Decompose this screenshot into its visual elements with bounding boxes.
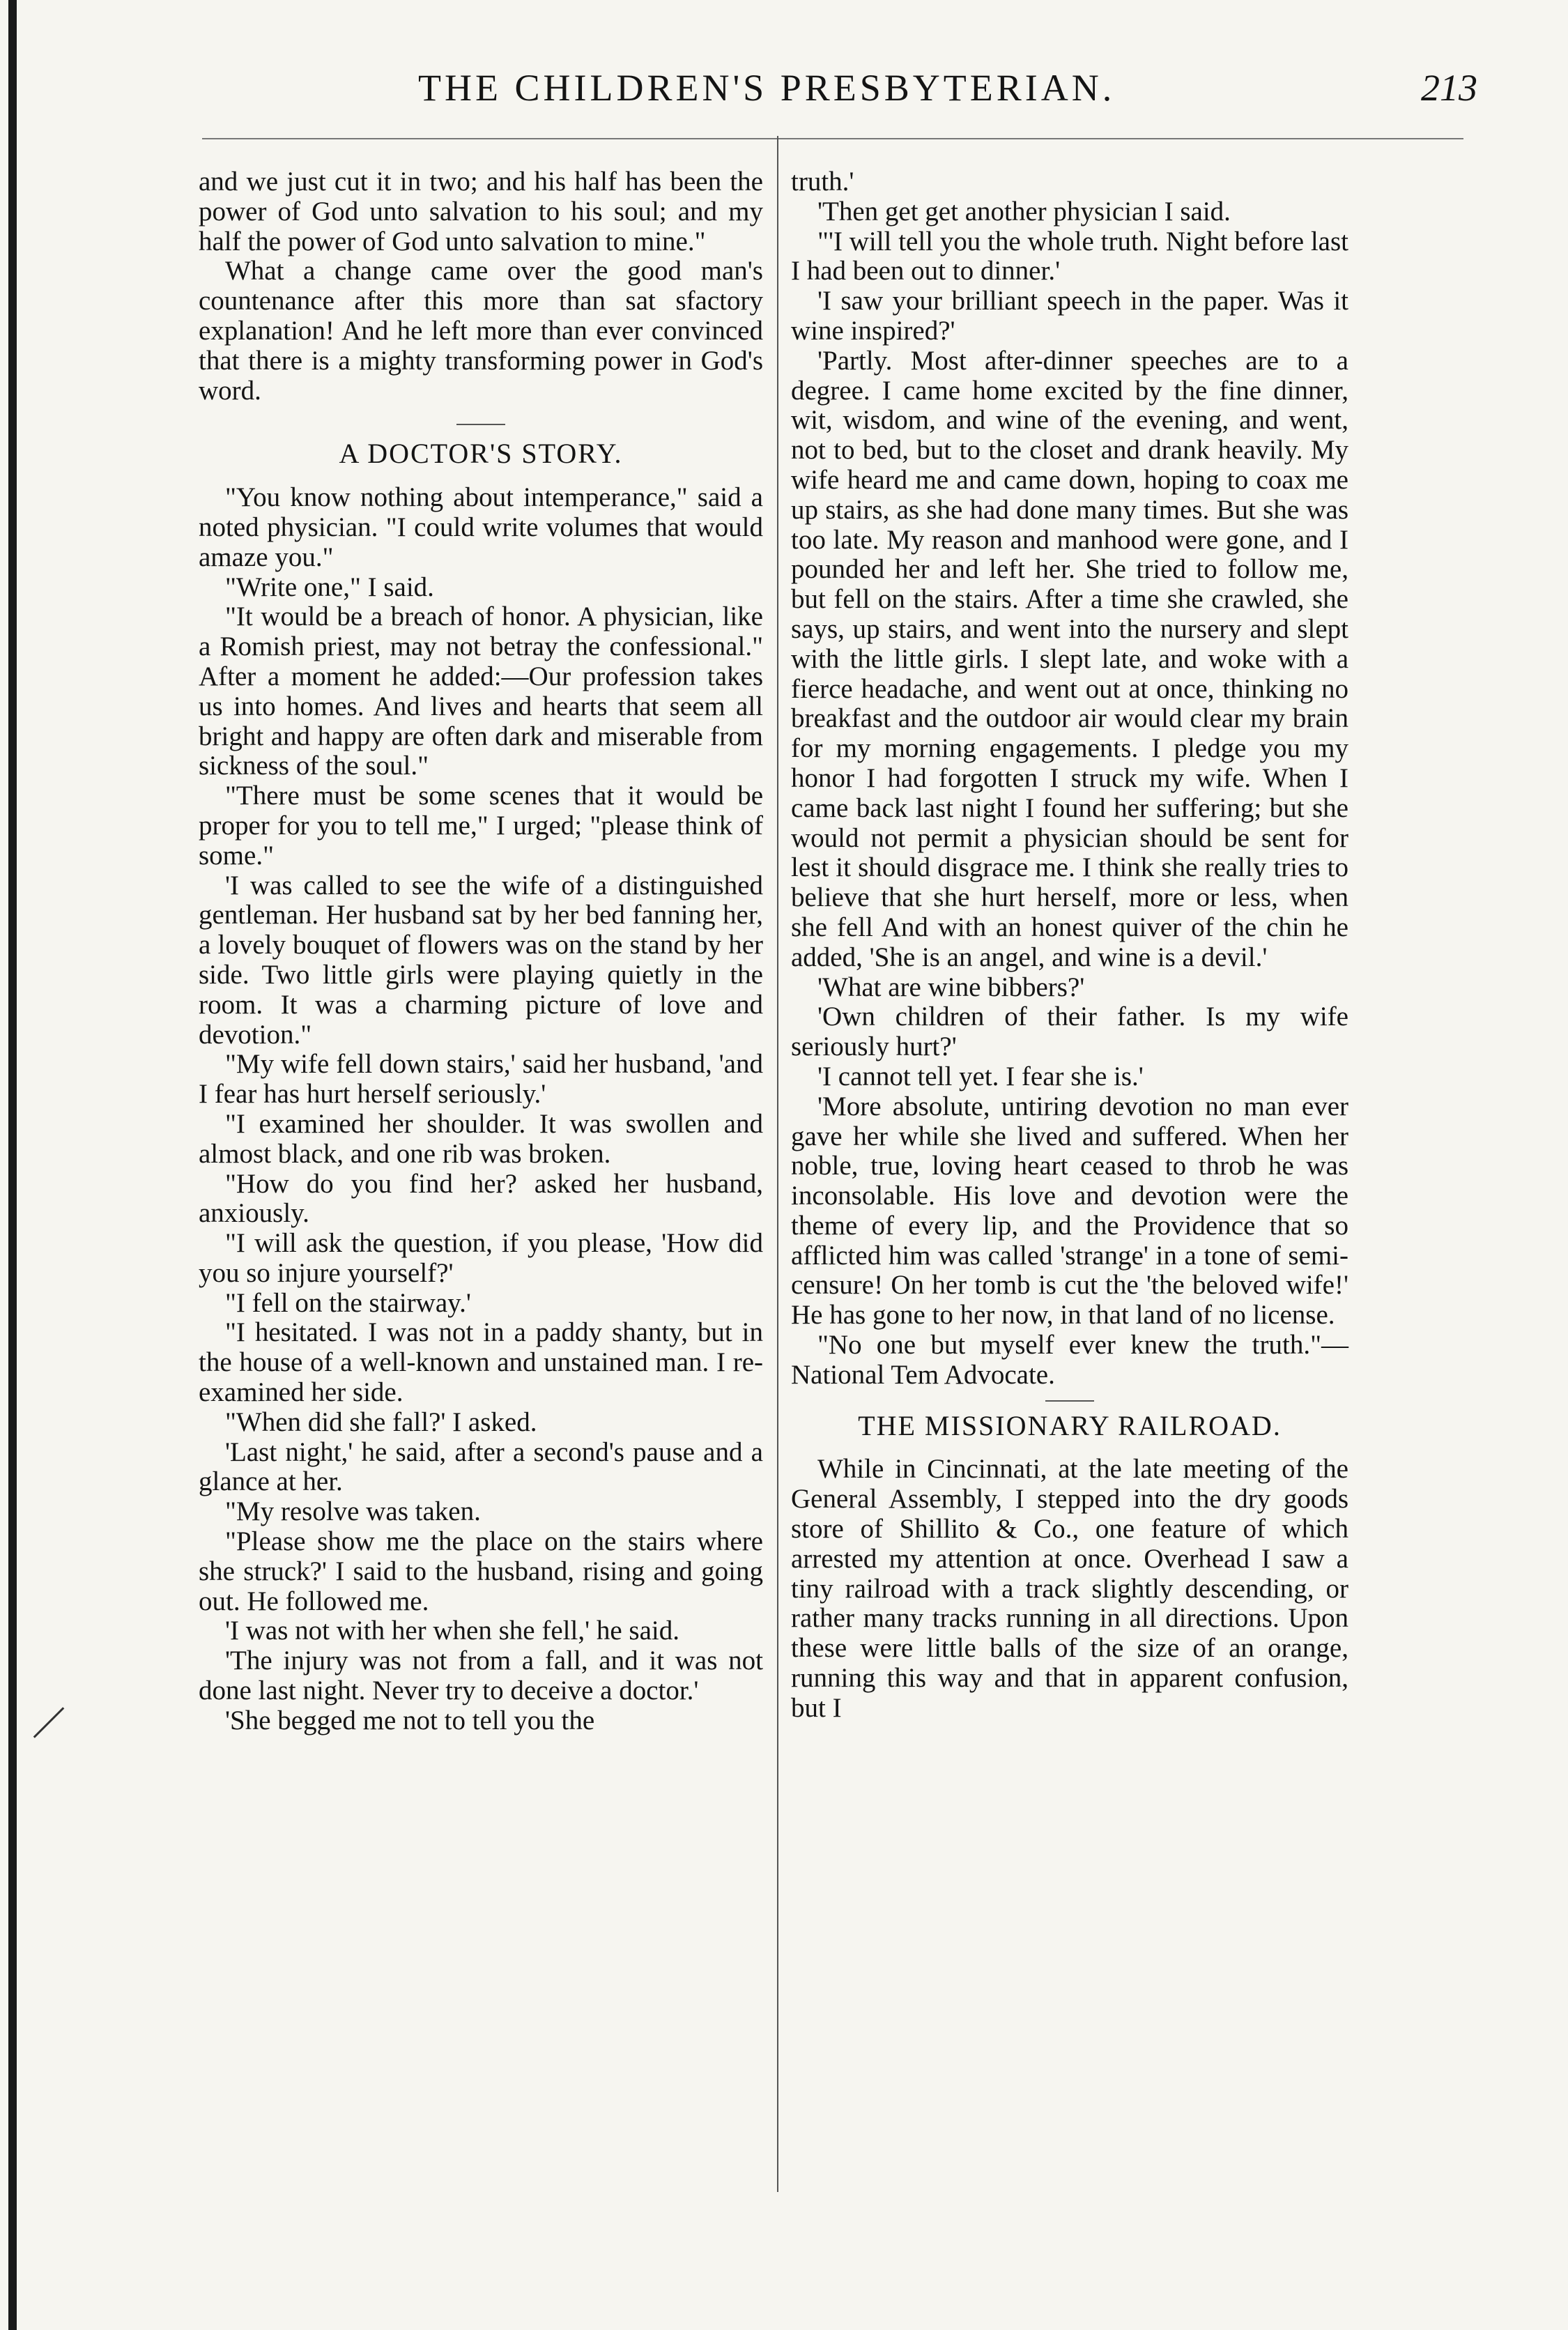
page-header	[418, 66, 1477, 115]
paragraph: "No one but myself ever knew the truth."—National Tem Advocate.	[791, 1330, 1348, 1390]
paragraph: What a change came over the good man's countenance after this more than sat sfactory explanation! And he left more than ever convinced that there is a mighty transforming power in God's word.	[199, 256, 763, 406]
paragraph: and we just cut it in two; and his half has been the power of God unto salvation to his soul; and my half the power of God unto salvation to mine."	[199, 167, 763, 256]
paragraph: 'Partly. Most after-dinner speeches are to a degree. I came home excited by the fine dinner, wit, wisdom, and wine of the evening, and went, not to bed, but to the closet and drank heavily. My wife heard me and came down, hoping to coax me up stairs, as she had done many times. But she was too late. My reason and manhood were gone, and I pounded her and left her. She tried to follow me, but fell on the stairs. After a time she crawled, she says, up stairs, and went into the nursery and slept with the little girls. I slept late, and woke with a fierce headache, and went out at once, thinking no breakfast and the outdoor air would clear my brain for my morning engagements. I pledge you my honor I had forgotten I struck my wife. When I came back last night I found her suffering; but she would not permit a physician should be sent for lest it should disgrace me. I think she really tries to believe that she hurt herself, more or less, when she fell And with an honest quiver of the chin he added, 'She is an angel, and wine is a devil.'	[791, 345, 1348, 972]
paragraph: 'Last night,' he said, after a second's pause and a glance at her.	[199, 1436, 763, 1497]
paragraph: "I examined her shoulder. It was swollen and almost black, and one rib was broken.	[199, 1108, 763, 1169]
binding-edge	[8, 0, 17, 2330]
paragraph: 'Then get get another physician I said.	[817, 196, 1231, 227]
section-title: THE MISSIONARY RAILROAD.	[858, 1409, 1282, 1441]
paragraph: "'I will tell you the whole truth. Night before last I had been out to dinner.'	[791, 226, 1348, 286]
paragraph: "There must be some scenes that it would be proper for you to tell me," I urged; "please think of some."	[199, 781, 763, 871]
left-column	[199, 167, 763, 1736]
paragraph: 'She begged me not to tell you the	[225, 1705, 595, 1735]
right-column	[791, 167, 1348, 1724]
paragraph: 'I was called to see the wife of a distinguished gentleman. Her husband sat by her bed fanning her, a lovely bouquet of flowers was on the stand by her side. Two little girls were playing quietly in the room. It was a charming picture of love and devotion."	[199, 870, 763, 1050]
paragraph: "I hesitated. I was not in a paddy shanty, but in the house of a well-known and unstained man. I re-examined her side.	[199, 1317, 763, 1408]
paragraph: "It would be a breach of honor. A physician, like a Romish priest, may not betray the confessional." After a moment he added:—Our profession takes us into homes. And lives and hearts that seem all bright and happy are often dark and miserable from sickness of the soul."	[199, 601, 763, 781]
paragraph: 'I was not with her when she fell,' he said.	[225, 1616, 679, 1646]
paragraph: truth.'	[791, 167, 854, 197]
paragraph: 'More absolute, untiring devotion no man ever gave her while she lived and suffered. When her noble, true, loving heart ceased to throb he was inconsolable. His love and devotion were the theme of every lip, and the Providence that so afflicted him was called 'strange' in a tone of semi-censure! On her tomb is cut the 'the beloved wife!' He has gone to her now, in that land of no license.	[791, 1091, 1348, 1331]
paragraph: "Please show me the place on the stairs where she struck?' I said to the husband, rising and going out. He followed me.	[199, 1526, 763, 1616]
paragraph: 'What are wine bibbers?'	[817, 972, 1085, 1002]
section-separator	[1045, 1400, 1094, 1402]
paragraph: 'The injury was not from a fall, and it was not done last night. Never try to deceive a doctor.'	[199, 1646, 763, 1706]
paragraph: 'Own children of their father. Is my wife seriously hurt?'	[791, 1002, 1348, 1062]
margin-mark	[33, 1707, 65, 1738]
column-divider	[777, 136, 778, 2192]
paragraph: 'I saw your brilliant speech in the paper. Was it wine inspired?'	[791, 286, 1348, 346]
section-separator	[456, 424, 505, 425]
paragraph: 'I cannot tell yet. I fear she is.'	[817, 1061, 1144, 1091]
paragraph: "How do you find her? asked her husband, anxiously.	[199, 1168, 763, 1229]
paragraph: "My wife fell down stairs,' said her husband, 'and I fear has hurt herself seriously.'	[199, 1049, 763, 1110]
running-title: THE CHILDREN'S PRESBYTERIAN.	[418, 67, 1116, 109]
page-number: 213	[1421, 67, 1477, 109]
paragraph: "Write one," I said.	[225, 572, 434, 602]
header-rule	[202, 138, 1463, 139]
paragraph: "I fell on the stairway.'	[225, 1287, 471, 1318]
paragraph: "You know nothing about intemperance," said a noted physician. "I could write volumes that would amaze you."	[199, 482, 763, 572]
paragraph: "When did she fall?' I asked.	[225, 1407, 537, 1437]
paragraph: "I will ask the question, if you please, 'How did you so injure yourself?'	[199, 1228, 763, 1288]
story-title: A DOCTOR'S STORY.	[339, 438, 623, 470]
paragraph: "My resolve was taken.	[225, 1496, 481, 1527]
paragraph: While in Cincinnati, at the late meeting of the General Assembly, I stepped into the dry goods store of Shillito & Co., one feature of which arrested my attention at once. Overhead I saw a tiny railroad with a track slightly descending, or rather many tracks running in all directions. Upon these were little balls of the size of an orange, running this way and that in apparent confusion, but I	[791, 1454, 1348, 1723]
